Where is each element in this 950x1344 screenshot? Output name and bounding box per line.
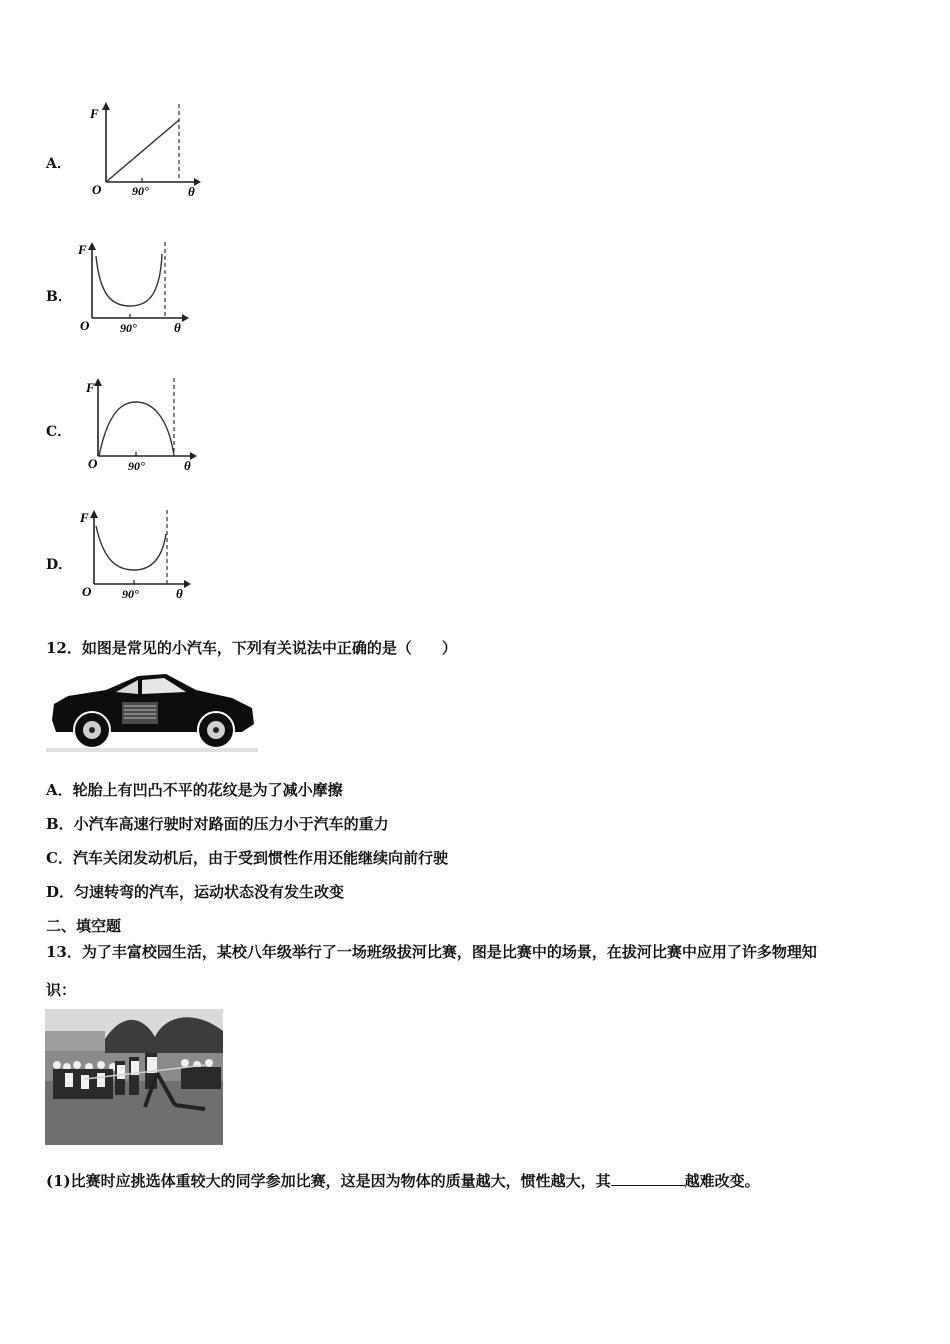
option-b-axis-y: F (78, 242, 87, 257)
q13-stem-line2: 识： (46, 981, 77, 999)
q12-stem: 12．如图是常见的小汽车，下列有关说法中正确的是（ ） (46, 639, 457, 657)
q13-sub1-text-before: (1)比赛时应挑选体重较大的同学参加比赛，这是因为物体的质量越大，惯性越大，其 (46, 1172, 611, 1190)
q13-stem-line1: 13．为了丰富校园生活，某校八年级举行了一场班级拔河比赛，图是比赛中的场景，在拔河比赛中应用了许多物理知 (46, 943, 817, 961)
option-d-axis-x: θ (176, 586, 183, 601)
q12-option-a: A．轮胎上有凹凸不平的花纹是为了减小摩擦 (46, 781, 343, 799)
option-d-axis-y: F (80, 510, 89, 525)
option-b-origin: O (80, 318, 90, 333)
q12-option-b: B．小汽车高速行驶时对路面的压力小于汽车的重力 (46, 815, 389, 833)
section-title: 二、填空题 (46, 917, 122, 935)
option-d-origin: O (82, 584, 92, 599)
option-c-axis-y: F (86, 380, 95, 395)
option-a-axis-y: F (90, 106, 99, 121)
option-d-tick: 90° (122, 587, 139, 601)
tug-of-war-photo-icon (45, 1009, 223, 1149)
option-a-tick: 90° (132, 184, 149, 198)
answer-blank[interactable] (611, 1171, 685, 1186)
option-b-graph (74, 238, 194, 342)
option-d-label: D． (46, 557, 73, 573)
q12-option-d: D．匀速转弯的汽车，运动状态没有发生改变 (46, 883, 345, 901)
option-b-label: B． (46, 289, 72, 305)
option-a-origin: O (92, 182, 102, 197)
option-c-tick: 90° (128, 459, 145, 472)
car-illustration-icon (46, 668, 258, 758)
q13-sub1 (46, 1170, 760, 1191)
q12-option-c: C．汽车关闭发动机后，由于受到惯性作用还能继续向前行驶 (46, 849, 448, 867)
option-c-origin: O (88, 456, 98, 471)
option-c-axis-x: θ (184, 458, 191, 472)
option-b-tick: 90° (120, 321, 137, 335)
option-d-graph (76, 504, 196, 608)
option-a-label: A． (46, 156, 71, 172)
q13-sub1-text-after: 越难改变。 (684, 1172, 760, 1190)
option-a-axis-x: θ (188, 184, 195, 199)
option-a-graph (84, 100, 204, 204)
option-b-axis-x: θ (174, 320, 181, 335)
option-c-graph (82, 372, 202, 476)
option-c-label: C． (46, 424, 72, 440)
